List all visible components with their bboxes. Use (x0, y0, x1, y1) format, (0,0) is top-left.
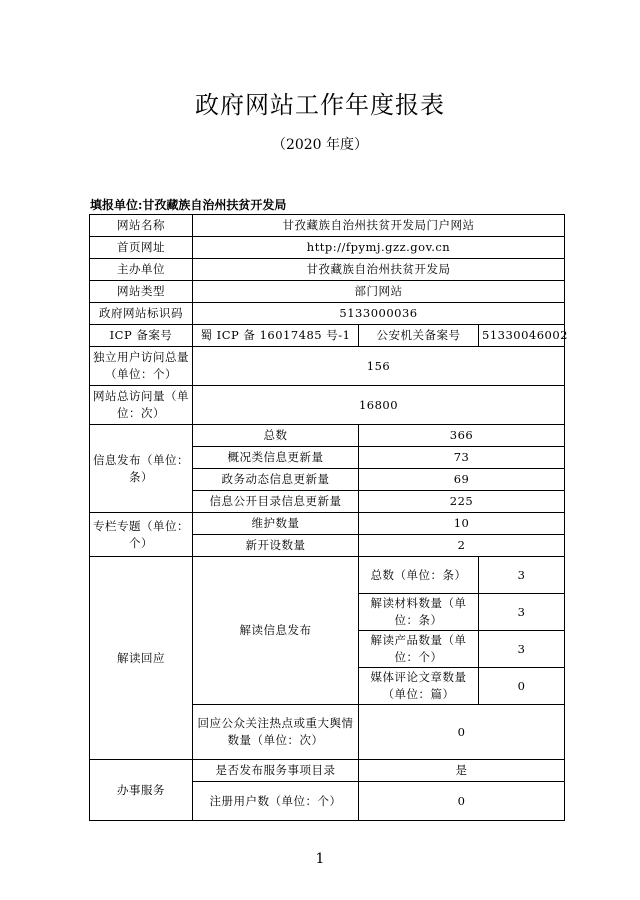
cell-value: 225 (359, 491, 565, 513)
cell-value: 是 (359, 760, 565, 782)
cell-label: 解读产品数量（单位：个） (359, 631, 479, 668)
site-type-value: 部门网站 (193, 281, 565, 303)
cell-label: 公安机关备案号 (359, 325, 479, 347)
table-row (90, 259, 565, 281)
table-row (90, 303, 565, 325)
table-row (90, 347, 565, 386)
report-year: （2020 年度） (271, 137, 369, 153)
cell-label: 首页网址 (90, 237, 193, 259)
cell-label: 网站类型 (90, 281, 193, 303)
sub-group-label: 解读信息发布 (193, 557, 359, 705)
cell-label: 政务动态信息更新量 (193, 469, 359, 491)
page-number: 1 (315, 851, 325, 867)
cell-value: 2 (359, 535, 565, 557)
cell-label: 网站名称 (90, 215, 193, 237)
icp-value: 蜀 ICP 备 16017485 号-1 (193, 325, 359, 347)
home-url-value: http://fpymj.gzz.gov.cn (193, 237, 565, 259)
cell-value: 0 (479, 668, 565, 705)
table-row (90, 237, 565, 259)
cell-value: 0 (359, 705, 565, 760)
table-row (90, 425, 565, 447)
report-title: 政府网站工作年度报表 (195, 91, 445, 119)
cell-label: 信息公开目录信息更新量 (193, 491, 359, 513)
table-row (90, 281, 565, 303)
cell-label: 总数（单位：条） (359, 557, 479, 594)
cell-value: 3 (479, 594, 565, 631)
cell-value: 10 (359, 513, 565, 535)
table-row (90, 215, 565, 237)
table-row (90, 760, 565, 782)
table-row (90, 325, 565, 347)
cell-label: 独立用户访问总量（单位：个） (90, 347, 193, 386)
cell-label: 总数 (193, 425, 359, 447)
cell-label: 媒体评论文章数量（单位：篇） (359, 668, 479, 705)
cell-value: 73 (359, 447, 565, 469)
cell-label: 新开设数量 (193, 535, 359, 557)
cell-label: 政府网站标识码 (90, 303, 193, 325)
group-label: 专栏专题（单位：个） (90, 513, 193, 557)
cell-value: 366 (359, 425, 565, 447)
filling-unit: 填报单位:甘孜藏族自治州扶贫开发局 (90, 198, 287, 212)
sponsor-value: 甘孜藏族自治州扶贫开发局 (193, 259, 565, 281)
cell-label: 概况类信息更新量 (193, 447, 359, 469)
cell-label: 网站总访问量（单位：次） (90, 386, 193, 425)
table-row (90, 386, 565, 425)
total-visits-value: 16800 (193, 386, 565, 425)
cell-label: 注册用户数（单位：个） (193, 782, 359, 821)
site-id-value: 5133000036 (193, 303, 565, 325)
cell-label: 是否发布服务事项目录 (193, 760, 359, 782)
cell-label: 维护数量 (193, 513, 359, 535)
cell-label: 主办单位 (90, 259, 193, 281)
cell-value: 0 (359, 782, 565, 821)
police-value: 51330046002 (479, 325, 565, 347)
cell-label: 解读材料数量（单位：条） (359, 594, 479, 631)
group-label: 信息发布（单位：条） (90, 425, 193, 513)
cell-label: 回应公众关注热点或重大舆情数量（单位：次） (193, 705, 359, 760)
cell-value: 3 (479, 557, 565, 594)
report-table (89, 214, 568, 821)
cell-label: ICP 备案号 (90, 325, 193, 347)
unique-visits-value: 156 (193, 347, 565, 386)
table-row (90, 513, 565, 535)
group-label: 办事服务 (90, 760, 193, 821)
table-row (90, 557, 565, 594)
cell-value: 3 (479, 631, 565, 668)
site-name-value: 甘孜藏族自治州扶贫开发局门户网站 (193, 215, 565, 237)
group-label: 解读回应 (90, 557, 193, 760)
cell-value: 69 (359, 469, 565, 491)
